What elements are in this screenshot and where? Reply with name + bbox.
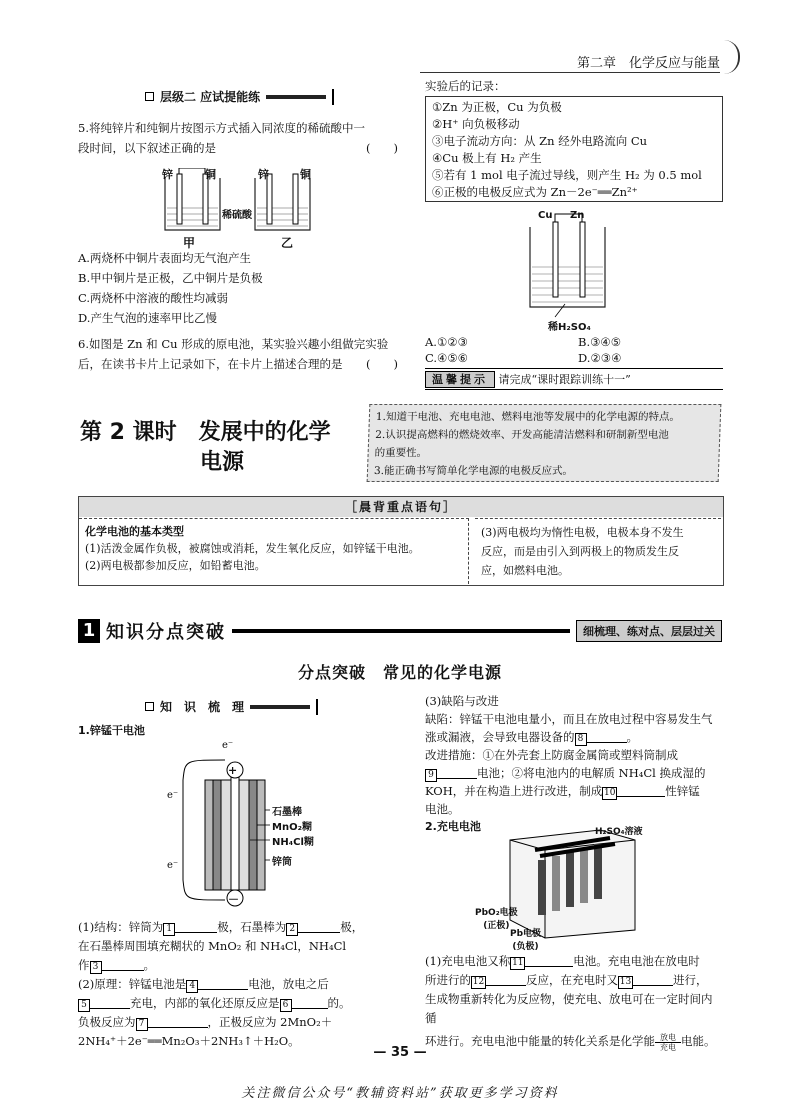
section-banner [78, 618, 722, 644]
section-number: 1 [78, 619, 100, 643]
section-title: 知识分点突破 [106, 622, 226, 643]
part-title: 分点突破 常见的化学电源 [297, 663, 502, 682]
blank-9[interactable] [437, 766, 477, 779]
square-icon [145, 92, 154, 101]
rechargeable-text: (1)充电电池又称 11 电池。充电电池在放电时 所进行的 12 反应，在充电时又 13 进行， 生成物重新转化为反应物，使充电、放电可在一定时间内循 环进行。充电电池中能量的转化关系是化学能 放电 充电 电能。 [425, 954, 716, 1052]
minus-terminal: － [228, 893, 239, 906]
lesson-title: 第 2 课时 发展中的化学 电源 [80, 420, 331, 475]
q6-option-a[interactable]: A.①②③ [425, 335, 468, 349]
page-number: — 35 — [373, 1045, 427, 1060]
h2so4-label: H₂SO₄溶液 [595, 827, 643, 837]
graphite-label: 石墨棒 [272, 807, 302, 818]
zn-electrode-label: Zn [570, 210, 585, 221]
question-6: 6.如图是 Zn 和 Cu 形成的原电池，某实验兴趣小组做完实验 后，在读书卡片上记录如下，在卡片上描述合理的是 ( ) [78, 337, 398, 371]
option-b[interactable]: B.甲中铜片是正极，乙中铜片是负极 [78, 271, 263, 285]
header-curve [724, 40, 740, 74]
blank-7[interactable] [148, 1015, 208, 1028]
record-card: ①Zn 为正极，Cu 为负极 ②H⁺ 向负极移动 ③电子流动方向：从 Zn 经外电路流向 Cu ④Cu 极上有 H₂ 产生 ⑤若有 1 mol 电子流过导线，则产生 H₂ 为 0.5 mol ⑥正极的电极反应式为 Zn－2e⁻══Zn²⁺ [425, 96, 723, 202]
electron-label-bottom: e⁻ [167, 860, 179, 871]
tip-label: 温馨提示 [425, 371, 495, 388]
plus-terminal: + [228, 764, 238, 777]
morning-title: ［晨背重点语句］ [79, 497, 723, 517]
q6-option-c[interactable]: C.④⑤⑥ [425, 351, 468, 365]
cu-label-1: 铜 [205, 168, 216, 181]
nh4cl-label: NH₄Cl糊 [272, 837, 314, 848]
blank-5[interactable] [90, 996, 130, 1009]
blank-8[interactable] [587, 730, 627, 743]
pb-label: Pb电极 (负极) [510, 929, 542, 952]
lesson-goals: 1.知道干电池、充电电池、燃料电池等发展中的化学电源的特点。 2.认识提高燃料的燃烧效率、开发高能清洁燃料和研制新型电池 的重要性。 3.能正确书写简单化学电源的电极反应式。 [367, 404, 722, 482]
beaker-b-label: 乙 [281, 236, 294, 250]
dry-cell-text: (1)结构：锌筒为 1 极，石墨棒为 2 极， 在石墨棒周围填充糊状的 MnO₂ 和 NH₄Cl，NH₄Cl 作 3 。 (2)原理：锌锰电池是 4 电池，放电之后 5 充电，内部的氧化还原反应是 6 的。 负极反应为 7 ，正极反应为 2MnO₂＋ 2NH₄⁺＋2e⁻══Mn₂O₃＋2NH₃↑＋H₂O。 [78, 920, 364, 1048]
pbo2-label: PbO₂电极 (正极) [475, 908, 518, 931]
morning-box: ［晨背重点语句］ 化学电池的基本类型 (1)活泼金属作负极，被腐蚀或消耗，发生氧化反应，如锌锰干电池。 (2)两电极都参加反应，如铅蓄电池。 (3)两电极均为惰性电极，电极本身不发生 反应，而是由引入到两极上的物质发生反 应，如燃料电池。 [78, 496, 724, 586]
q5-options [78, 248, 398, 328]
zn-label-2: 锌 [258, 168, 269, 181]
square-icon [145, 702, 154, 711]
option-c[interactable]: C.两烧杯中溶液的酸性均减弱 [78, 291, 229, 305]
zinc-can-label: 锌筒 [272, 857, 292, 868]
acid-label-2: 稀H₂SO₄ [548, 322, 591, 333]
question-5: 5.将纯锌片和纯铜片按图示方式插入同浓度的稀硫酸中一 段时间，以下叙述正确的是 ( ) [78, 121, 398, 155]
electron-label-top: e⁻ [222, 740, 234, 751]
blank-1[interactable] [175, 920, 217, 933]
mno2-label: MnO₂糊 [272, 822, 312, 833]
tip-bar [425, 368, 723, 390]
blank-3[interactable] [102, 958, 144, 971]
blank-12[interactable] [486, 973, 526, 986]
lead-acid-figure [500, 820, 640, 940]
reversible-arrow: 放电 充电 [655, 1033, 681, 1052]
blank-11[interactable] [525, 954, 573, 967]
section-subtitle: 细梳理、练对点、层层过关 [576, 620, 722, 642]
level2-heading: 层级二 应试提能练 [145, 88, 334, 105]
footer-note: 关注微信公众号“教辅资料站”获取更多学习资料 [241, 1086, 559, 1101]
beaker-a-label: 甲 [183, 236, 196, 250]
cu-label-2: 铜 [300, 168, 311, 181]
kb-heading: 知 识 梳 理 [145, 698, 318, 715]
blank-4[interactable] [198, 977, 248, 990]
q6-option-d[interactable]: D.②③④ [578, 351, 622, 365]
zn-label-1: 锌 [162, 168, 173, 181]
electron-label-left: e⁻ [167, 790, 179, 801]
tip-text: 请完成“课时跟踪训练十一” [498, 373, 631, 386]
blank-10[interactable] [617, 784, 665, 797]
dry-heading: 1.锌锰干电池 [78, 724, 145, 737]
right-column-text: (3)缺陷与改进 缺陷：锌锰干电池电量小，而且在放电过程中容易发生气 涨或漏液，会导致电器设备的 8 。 改进措施：①在外壳套上防腐金属筒或塑料筒制成 9 电池；②将电池内的电解质 NH₄Cl 换成湿的 KOH，并在构造上进行改进，制成 10 性锌锰 电池。 2.充电电池 [425, 694, 713, 833]
chapter-header: 第二章 化学反应与能量 [576, 56, 720, 71]
header-rule [420, 72, 720, 73]
cu-electrode-label: Cu [538, 210, 553, 221]
dry-cell-figure [165, 740, 285, 915]
blank-13[interactable] [633, 973, 673, 986]
option-d[interactable]: D.产生气泡的速率甲比乙慢 [78, 311, 217, 325]
q6-option-b[interactable]: B.③④⑤ [578, 335, 622, 349]
blank-2[interactable] [298, 920, 340, 933]
blank-6[interactable] [292, 996, 328, 1009]
q6-cell-figure [525, 212, 615, 322]
record-title: 实验后的记录： [425, 79, 506, 93]
option-a[interactable]: A.两烧杯中铜片表面均无气泡产生 [78, 251, 251, 265]
acid-label: 稀硫酸 [222, 206, 252, 221]
